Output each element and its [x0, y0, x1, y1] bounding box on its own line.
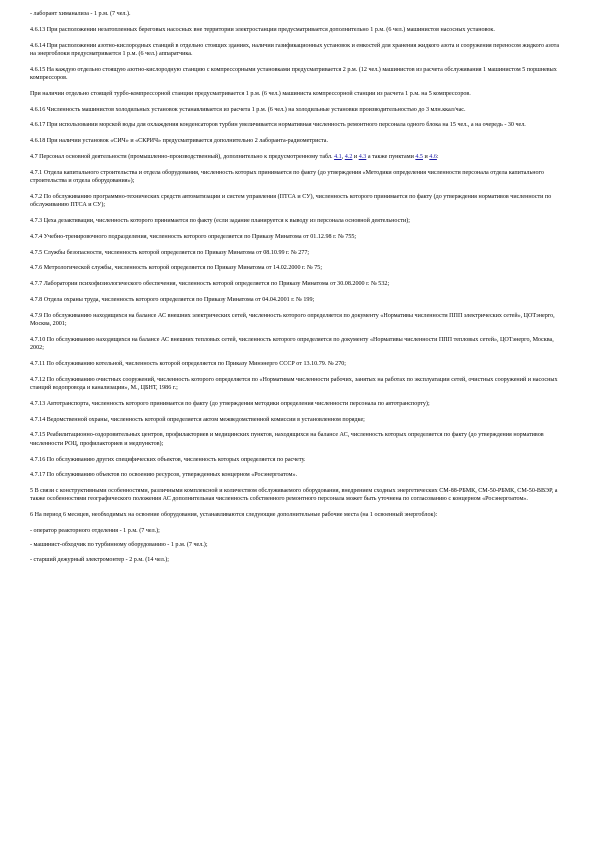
paragraph-turbo-compressor: При наличии отдельно стоящей турбо-компрессорной станции предусматривается 1 р.м. (6 чел.) машиниста компрессорной станции из расчета 1 р.м. на 5 компрессоров.	[30, 90, 471, 97]
paragraph-4-6-17: 4.6.17 При использовании морской воды для охлаждения конденсаторов турбин увеличивается нормативная численность ремонтного персонала одного блока на 15 чел., а на очередь - 30 чел.	[30, 122, 526, 129]
paragraph-4-7-text-mid: а также пунктами	[366, 153, 416, 160]
paragraph-6: 6 На период 6 месяцев, необходимых на освоение оборудования, устанавливаются следующие дополнительные рабочие места (на 1 освоенный энергоблок):	[30, 512, 438, 519]
paragraph-4-6-16: 4.6.16 Численность машинистов холодильных установок устанавливается из расчета 1 р.м. (6 чел.) на холодильные установки производительностью до 3 млн.ккал/час.	[30, 106, 466, 113]
paragraph-4-7-2: 4.7.2 По обслуживанию программно-технических средств автоматизации и систем управления (ПТСА и СУ), численность которого принимается по факту (до утверждения нормативов численности по обслуживанию ПТСА и СУ);	[30, 193, 552, 209]
paragraph-4-7-9: 4.7.9 По обслуживанию находящихся на балансе АС внешних электрических сетей, численность которого определяется по документу «Нормативы численности ППП электрических сетей», ЦОТэнерго, Москва, 2001;	[30, 312, 555, 328]
paragraph-4-6-15: 4.6.15 На каждую отдельно стоящую азотно-кислородную станцию с компрессорными установками предусматривается 2 р.м. (12 чел.) машинистов из расчета обслуживания 1 машинистом 5 поршневых компрессоров.	[30, 66, 557, 81]
paragraph-4-7-14: 4.7.14 Ведомственной охраны, численность которой определяется актом межведомственной комиссии в установленном порядке;	[30, 416, 365, 423]
paragraph-4-7-15: 4.7.15 Реабилитационно-оздоровительных центров, профилакториев и медицинских пунктов, находящихся на балансе АС, численность которых определяется по факту (до утверждения нормативов численности РОЦ, профилакториев и медпунктов);	[30, 432, 544, 447]
list-item-operator: - оператор реакторного отделения - 1 р.м. (7 чел.);	[30, 527, 160, 534]
list-item-obkhodchik: - машинист-обходчик по турбинному оборудованию - 1 р.м. (7 чел.);	[30, 542, 208, 549]
paragraph-4-7	[30, 153, 565, 161]
paragraph-4-7-4: 4.7.4 Учебно-тренировочного подразделения, численность которого определяется по Приказу Минатома от 01.12.98 г. № 755;	[30, 233, 357, 240]
paragraph-4-7-11: 4.7.11 По обслуживанию котельной, численность которой определяется по Приказу Минэнерго СССР от 13.10.79. № 270;	[30, 360, 347, 367]
paragraph-4-7-7: 4.7.7 Лаборатории психофизиологического обеспечения, численность которой определяется по Приказу Минатома от 30.08.2000 г. № 532;	[30, 281, 390, 288]
paragraph-4-7-6: 4.7.6 Метрологической службы, численность которой определяется по Приказу Минатома от 14.02.2000 г. № 75;	[30, 265, 323, 272]
paragraph-4-6-13: 4.6.13 При расположении незатопленных береговых насосных вне территории электростанции предусматривается дополнительно 1 р.м. (6 чел.) машинистов насосных установок.	[30, 26, 495, 33]
table-link-4-3[interactable]: 4.3	[358, 153, 367, 160]
separator: ,	[341, 153, 345, 160]
section-link-4-5[interactable]: 4.5	[415, 153, 423, 160]
table-link-4-1[interactable]: 4.1	[334, 153, 342, 160]
separator: и	[352, 153, 359, 160]
section-link-4-6[interactable]: 4.6	[429, 153, 437, 160]
paragraph-4-7-text-before: 4.7 Персонал основной деятельности (промышленно-производственный), дополнительно к предусмотренному табл.	[30, 153, 335, 160]
paragraph-4-6-14: 4.6.14 При расположении азотно-кислородных станций в отдельно стоящих зданиях, наличии газификационных установок и емкостей для хранения жидкого азота и сооружения переносом жидкого азота на энергоблоки предусматривается 1 р.м. (6 чел.) аппаратчика.	[30, 42, 560, 57]
paragraph-4-7-8: 4.7.8 Отдела охраны труда, численность которого определяется по Приказу Минатома от 04.04.2001 г. № 199;	[30, 296, 315, 303]
paragraph-4-7-5: 4.7.5 Службы безопасности, численность которой определяется по Приказу Минатома от 08.10.99 г. № 277;	[30, 249, 310, 256]
paragraph-4-7-16: 4.7.16 По обслуживанию других специфических объектов, численность которых определяется по расчету.	[30, 456, 306, 463]
paragraph-4-7-17: 4.7.17 По обслуживанию объектов по освоению ресурсов, утвержденных концерном «Росэнергоатом».	[30, 472, 298, 479]
list-item-electromonter: - старший дежурный электромонтер - 2 р.м. (14 чел.);	[30, 556, 169, 563]
paragraph-4-7-text-after: :	[436, 153, 439, 160]
paragraph-4-7-1: 4.7.1 Отдела капитального строительства и отдела оборудования, численность которых принимается по факту (до утверждения «Методики определения численности персонала отдела капитального строительства и отдела оборудования»);	[30, 169, 544, 185]
paragraph-5: 5 В связи с конструктивными особенностями, различными комплексной и количеством обслуживаемого оборудования, внедрением сходных энергетических СМ-88-РБМК, СМ-50-РБМК, СМ-50-ВВЭР, а также особенностями географического положения АС дополнительная численность собственного ремонтного персонала может быть уточнена по согласованию с концерном «Росэнергоатом».	[30, 488, 558, 503]
paragraph-4-7-3: 4.7.3 Цеха дезактивации, численность которого принимается по факту (если задание планируется к выводу из персонала основной деятельности);	[30, 217, 410, 224]
paragraph-4-6-18: 4.6.18 При наличии установок «СИЧ» и «СКРИЧ» предусматривается дополнительно 2 лаборанта-радиометриста.	[30, 138, 329, 145]
separator: и	[422, 153, 430, 160]
paragraph-4-7-13: 4.7.13 Автотранспорта, численность которого принимается по факту (до утверждения методики определения численности персонала по автотранспорту);	[30, 400, 430, 407]
paragraph-4-7-10: 4.7.10 По обслуживанию находящихся на балансе АС внешних тепловых сетей, численность которого определяется по документу «Нормативы численности ППП тепловых сетей», ЦОТэнерго, Москва, 2002;	[30, 336, 554, 352]
paragraph-lab-chem: - лаборант химанализа - 1 р.м. (7 чел.).	[30, 11, 131, 17]
table-link-4-2[interactable]: 4.2	[344, 153, 353, 160]
paragraph-4-7-12: 4.7.12 По обслуживанию очистных сооружений, численность которого определяется по «Нормативам численности рабочих, занятых на работах по эксплуатации сетей, очистных сооружений и насосных станций водопровода и канализации», М., ЦБНТ, 1986 г.;	[30, 376, 558, 392]
